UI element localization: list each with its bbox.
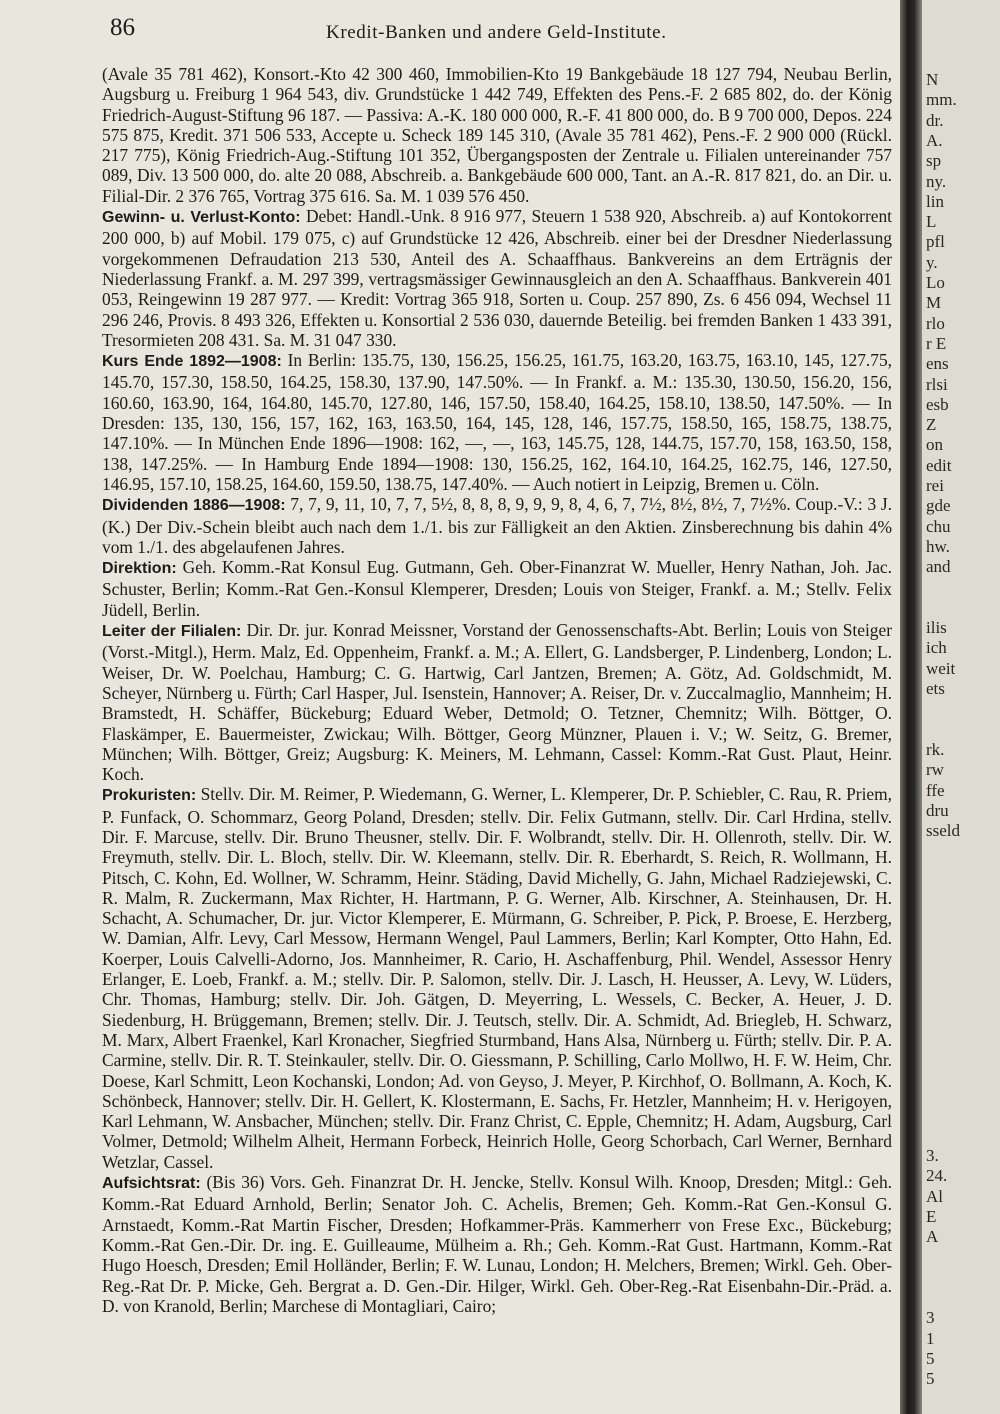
neighbor-page-line: ets [926, 679, 945, 698]
dividends-text: 7, 7, 9, 11, 10, 7, 7, 5½, 8, 8, 8, 9, 9, 9, 8, 4, 6, 7, 7½, 8½, 8½, 7, 7½%. Coup.-V.: 3 J. (K.) Der Div.-Schein bleibt auch nach dem 1./1. bis zur Fälligkeit an den Aktien. Zinsberechnung bis dahin 4% vom 1./1. des abgelaufenen Jahres. [102, 494, 892, 557]
neighbor-page-line: L [926, 212, 937, 232]
board-text: Geh. Komm.-Rat Konsul Eug. Gutmann, Geh. Ober-Finanzrat W. Mueller, Henry Nathan, Joh. Jac. Schuster, Berlin; Komm.-Rat Gen.-Konsul Klemperer, Dresden; Louis von Steiger, Frankf. a. M.; Stellv. Felix Jüdell, Berlin. [102, 557, 892, 620]
neighbor-page-line: Al [926, 1186, 943, 1206]
neighbor-page-line: 3. [926, 1145, 939, 1165]
neighbor-page-line: 5 [926, 1348, 935, 1368]
branch-managers-text: Dir. Dr. jur. Konrad Meissner, Vorstand der Genossenschafts-Abt. Berlin; Louis von Steiger (Vorst.-Mitgl.), Herm. Malz, Ed. Oppenheim, Frankf. a. M.; A. Ellert, G. Landsberger, P. Lindenberg, London; L. Weiser, Dr. W. Poelchau, Hamburg; C. G. Hartwig, Carl Jantzen, Bremen; A. Götz, Ad. Goldschmidt, M. Scheyer, Nürnberg u. Fürth; Carl Hasper, Jul. Isenstein, Hannover; A. Reiser, Dr. v. Zuccalmaglio, Mannheim; H. Bramstedt, H. Schäffer, Bückeburg; Eduard Weber, Detmold; O. Tetzner, Chemnitz; Wilh. Böttger, O. Flaskämper, E. Bauermeister, Zwickau; Wilh. Böttger, Georg Münzner, Plauen i. V.; W. Seitz, G. Bremer, München; Wilh. Böttger, Greiz; Augsburg: K. Meiners, M. Lehmann, Cassel: Komm.-Rat Gust. Plaut, Heinr. Koch. [102, 620, 893, 785]
neighbor-page-line: 1 [926, 1328, 935, 1348]
neighbor-page-line: and [926, 557, 951, 577]
neighbor-page-edge [922, 0, 1000, 1414]
proxies-heading: Prokuristen: [102, 787, 197, 805]
neighbor-page-line: edit [926, 455, 952, 475]
neighbor-page-line: 5 [926, 1369, 935, 1389]
neighbor-page-line: rk. [926, 739, 945, 759]
neighbor-page-line: sseld [926, 821, 960, 841]
proxies-text: Stellv. Dir. M. Reimer, P. Wiedemann, G. Werner, L. Klemperer, Dr. P. Schiebler, C. Rau, R. Priem, P. Funfack, O. Schommarz, Georg Poland, Dresden; stellv. Dir. Felix Gutmann, stellv. Dir. Carl Hrdina, stellv. Dir. F. Marcuse, stellv. Dir. Bruno Theusner, stellv. Dir. F. Wolbrandt, stellv. Dir. H. Ollenroth, stellv. Dir. W. Freymuth, stellv. Dir. L. Bloch, stellv. Dir. W. Kleemann, stellv. Dir. R. Eberhardt, S. Reich, R. Wollmann, H. Pitsch, C. Kohn, Ed. Wollner, W. Schramm, Heinr. Städing, David Michelly, G. Jahn, Michael Radziejewski, C. R. Malm, R. Zuckermann, Max Richter, H. Hartmann, P. G. Werner, Alb. Kirschner, A. Steinhausen, Dr. H. Schacht, A. Schumacher, Dr. jur. Victor Klemperer, E. Mürmann, G. Schreiber, P. Pick, P. Broese, E. Herzberg, W. Damian, Alfr. Levy, Carl Messow, Hermann Wengel, Paul Lammers, Berlin; Karl Kompter, Otto Hahn, Ed. Koerper, Louis Calvelli-Adorno, Jos. Mannheimer, R. Cario, H. Aschaffenburg, Phil. Wendel, Assessor Henry Erlanger, E. Loeb, Frankf. a. M.; stellv. Dir. P. Salomon, stellv. Dir. J. Lasch, H. Heusser, A. Levy, W. Lüders, Chr. Thomas, Hamburg; stellv. Dir. Joh. Gätgen, D. Meyerring, L. Wessels, C. Becker, A. Heuer, J. D. Siedenburg, H. Brüggemann, Bremen; stellv. Dir. J. Teutsch, stellv. Dir. A. Schmidt, Ad. Briegleb, H. Schwarz, M. Marx, Albert Fraenkel, Karl Kronacher, Siegfried Sturmband, Hans Alsa, Nürnberg u. Fürth; stellv. Dir. P. A. Carmine, stellv. Dir. R. T. Steinkauler, stellv. Dir. O. Giessmann, P. Schilling, Carlo Mollwo, H. F. W. Heim, Chr. Doese, Karl Schmitt, Leon Kochanski, London; Ad. von Geyso, J. Meyer, P. Kirchhof, O. Bollmann, A. Koch, K. Schönbeck, Hannover; stellv. Dir. H. Gellert, K. Klostermann, E. Sachs, Fr. Hetzler, Mannheim; H. v. Herigoyen, Karl Lehmann, W. Ansbacher, München; stellv. Dir. Franz Christ, C. Epple, Chemnitz; H. Adam, Augsburg, Carl Volmer, Detmold; Wilhelm Alheit, Hermann Forbeck, Heinrich Holle, Georg Schorbach, Carl Werner, Bernhard Wetzlar, Cassel. [102, 784, 892, 1172]
neighbor-page-line: ilis [926, 618, 947, 638]
neighbor-page-line: sp [926, 151, 942, 171]
share-prices-text: In Berlin: 135.75, 130, 156.25, 156.25, 161.75, 163.20, 163.75, 163.10, 145, 127.75, 145.70, 157.30, 158.50, 164.25, 158.30, 137.90, 147.50%. — In Frankf. a. M.: 135.30, 130.50, 156.20, 156, 160.60, 163.90, 164, 164.80, 145.70, 127.80, 146, 157.50, 158.40, 164.25, 158.10, 138.50, 147.50%. — In Dresden: 135, 130, 156, 157, 162, 163, 163.50, 164, 145, 128, 146, 157.75, 158.50, 165, 158.75, 138.75, 147.10%. — In München Ende 1896—1908: 162, —, —, 163, 145.75, 128, 144.75, 157.70, 158, 163.50, 158, 138, 147.25%. — In Hamburg Ende 1894—1908: 130, 156.25, 162, 164.10, 164.25, 162.75, 146, 127.50, 146.95, 157.10, 158.25, 164.60, 159.50, 138.75, 147.40%. — Auch notiert in Leipzig, Bremen u. Cöln. [102, 350, 892, 494]
body-text [102, 64, 892, 1316]
profit-loss-heading: Gewinn- u. Verlust-Konto: [102, 209, 301, 227]
neighbor-page-line: dr. [926, 110, 944, 130]
profit-loss-paragraph [102, 206, 892, 350]
share-prices-heading: Kurs Ende 1892—1908: [102, 353, 282, 371]
neighbor-page-line: N [926, 70, 939, 89]
page-header [100, 14, 900, 48]
neighbor-page-line: dru [926, 800, 949, 820]
neighbor-page-line: Z [926, 415, 937, 435]
neighbor-page-line: chu [926, 516, 951, 536]
supervisory-board-heading: Aufsichtsrat: [102, 1175, 201, 1193]
neighbor-page-line: hw. [926, 536, 950, 556]
board-paragraph [102, 557, 892, 620]
book-gutter [900, 0, 922, 1414]
profit-loss-text: Debet: Handl.-Unk. 8 916 977, Steuern 1 538 920, Abschreib. a) auf Kontokorrent 200 000, b) auf Mobil. 179 075, c) auf Grundstücke 12 426, Abschreib. einer bei der Dresdner Niederlassung vorgekommenen Defraudation 213 530, Anteil des A. Schaaffhaus. Bankvereins an dem Erträgnis der Niederlassung Frankf. a. M. 297 399, vertragsmässiger Gewinnausgleich an den A. Schaaffhaus. Bankverein 401 053, Reingewinn 19 287 977. — Kredit: Vortrag 365 918, Sorten u. Coup. 257 890, Zs. 6 456 094, Wechsel 11 296 246, Provis. 8 493 326, Effekten u. Konsortial 2 536 030, dauernde Beteilig. bei fremden Banken 1 433 391, Tresormieten 208 431. Sa. M. 31 047 330. [102, 206, 892, 350]
balance-sheet-text: (Avale 35 781 462), Konsort.-Kto 42 300 460, Immobilien-Kto 19 Bankgebäude 18 127 794, Neubau Berlin, Augsburg u. Freiburg 1 964 543, div. Grundstücke 1 442 749, Effekten des Pens.-F. 2 685 802, do. der König Friedrich-August-Stiftung 96 187. — Passiva: A.-K. 180 000 000, R.-F. 41 800 000, do. B 9 700 000, Depos. 224 575 875, Kredit. 371 506 533, Accepte u. Scheck 189 145 310, (Avale 35 781 462), Pens.-F. 2 900 000 (Rückl. 217 775), König Friedrich-Aug.-Stiftung 101 352, Übergangsposten der Zentrale u. Filialen untereinander 757 089, Div. 13 500 000, do. alte 20 088, Abschreib. a. Bankgebäude 600 000, Tant. an A.-R. 817 821, do. an Dir. u. Filial-Dir. 2 376 765, Vortrag 375 616. Sa. M. 1 039 576 450. [102, 64, 892, 206]
neighbor-page-line: y. [926, 252, 938, 272]
neighbor-page-line: ny. [926, 171, 947, 191]
neighbor-page-line: A [926, 1227, 939, 1247]
balance-sheet-paragraph [102, 64, 892, 206]
share-prices-paragraph [102, 350, 892, 494]
neighbor-page-line: ich [926, 638, 947, 658]
branch-managers-paragraph [102, 620, 892, 784]
neighbor-page-line: rlo [926, 313, 945, 333]
neighbor-page-line: A. [926, 130, 943, 150]
branch-managers-heading: Leiter der Filialen: [102, 623, 242, 641]
neighbor-page-line: rw [926, 760, 944, 780]
neighbor-page-line: weit [926, 658, 956, 678]
page-number: 86 [110, 14, 135, 41]
neighbor-page-line: mm. [926, 90, 957, 110]
running-title: Kredit-Banken und andere Geld-Institute. [326, 22, 667, 43]
neighbor-page-line: pfl [926, 232, 945, 252]
neighbor-page-line: r E [926, 333, 947, 353]
board-heading: Direktion: [102, 560, 177, 578]
dividends-paragraph [102, 494, 892, 557]
neighbor-page-line: gde [926, 496, 951, 516]
neighbor-page-line: rei [926, 476, 944, 495]
neighbor-page-line: 24. [926, 1166, 948, 1186]
supervisory-board-paragraph [102, 1172, 892, 1316]
neighbor-page-line: 3 [926, 1308, 935, 1328]
supervisory-board-text: (Bis 36) Vors. Geh. Finanzrat Dr. H. Jencke, Stellv. Konsul Wilh. Knoop, Dresden; Mitgl.: Geh. Komm.-Rat Eduard Arnhold, Berlin; Senator Joh. C. Achelis, Bremen; Geh. Komm.-Rat Gen.-Konsul G. Arnstaedt, Komm.-Rat Martin Fischer, Dresden; Hofkammer-Präs. Kammerherr von Frese Exc., Bückeburg; Komm.-Rat Gen.-Dir. Dr. ing. E. Guilleaume, Mülheim a. Rh.; Geh. Komm.-Rat Gust. Hartmann, Komm.-Rat Hugo Hoesch, Dresden; Emil Holländer, Berlin; F. W. Lunau, London; H. Melchers, Bremen; Wirkl. Geh. Ober-Reg.-Rat Dr. P. Micke, Geh. Bergrat a. D. Gen.-Dir. Hilger, Wirkl. Geh. Ober-Reg.-Rat Eisenbahn-Dir.-Präd. a. D. von Kranold, Berlin; Marchese di Montagliari, Cairo; [102, 1172, 892, 1316]
neighbor-page-line: esb [926, 394, 949, 414]
neighbor-page-line: ffe [926, 780, 945, 800]
neighbor-page-line: Lo [926, 273, 945, 292]
proxies-paragraph [102, 784, 892, 1172]
neighbor-page-line: ens [926, 354, 949, 374]
neighbor-page-line: M [926, 293, 942, 313]
neighbor-page-line: on [926, 435, 943, 455]
neighbor-page-line: E [926, 1206, 937, 1226]
neighbor-page-line: rlsi [926, 374, 948, 394]
neighbor-page-line: lin [926, 191, 944, 211]
dividends-heading: Dividenden 1886—1908: [102, 497, 286, 515]
